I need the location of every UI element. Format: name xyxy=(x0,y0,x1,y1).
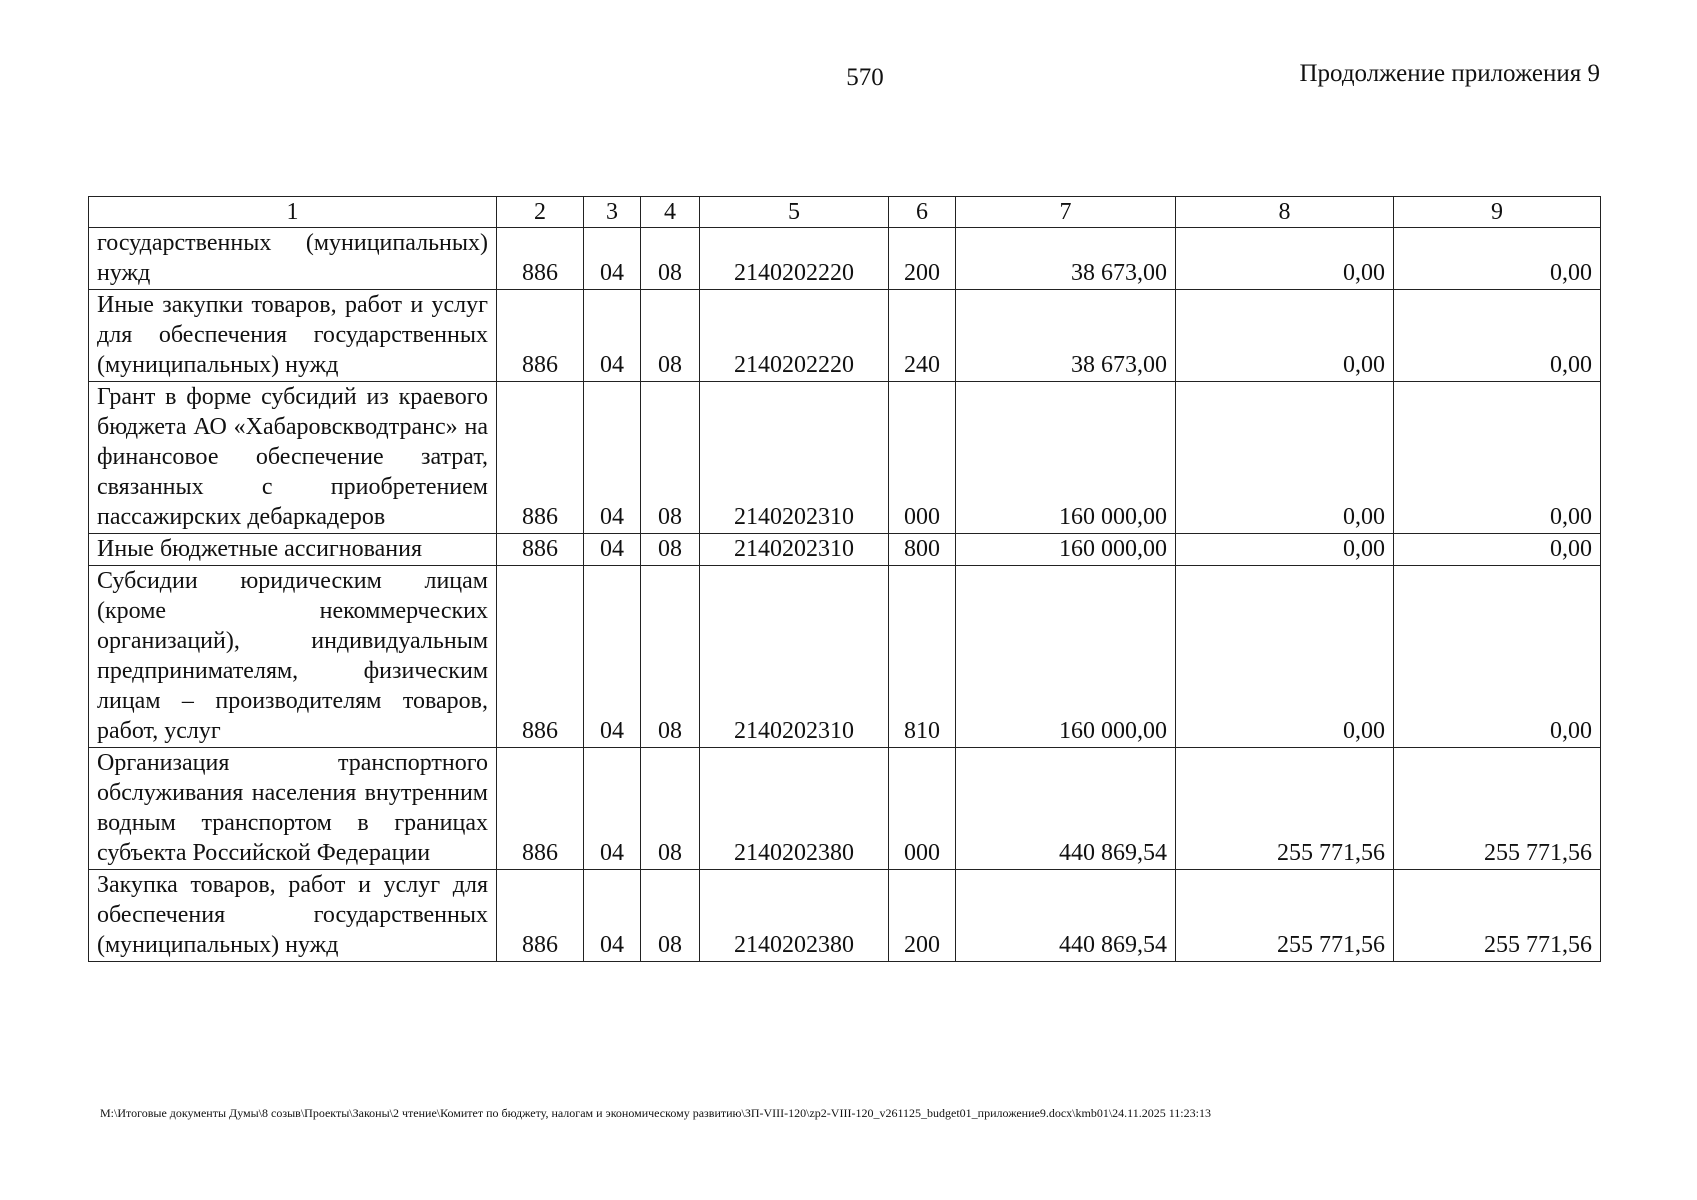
cell-subsection: 08 xyxy=(641,870,700,962)
column-header: 5 xyxy=(700,197,889,228)
table-row xyxy=(89,870,1601,962)
cell-amount-3: 0,00 xyxy=(1394,382,1601,534)
file-path-footer: M:\Итоговые документы Думы\8 созыв\Проекты\Законы\2 чтение\Комитет по бюджету, налогам и экономическому развитию\ЗП-VIII-120\zp2-VIII-120_v261125_budget01_приложение9.docx\kmb01\24.11.2025 11:23:13 xyxy=(100,1106,1211,1120)
cell-subsection: 08 xyxy=(641,290,700,382)
cell-amount-1: 160 000,00 xyxy=(956,534,1176,566)
column-header: 9 xyxy=(1394,197,1601,228)
cell-amount-2: 0,00 xyxy=(1176,228,1394,290)
cell-amount-2: 0,00 xyxy=(1176,534,1394,566)
page-number: 570 xyxy=(846,64,884,91)
cell-target-article: 2140202310 xyxy=(700,534,889,566)
cell-target-article: 2140202220 xyxy=(700,228,889,290)
row-name: Иные закупки товаров, работ и услуг для обеспечения государственных (муниципальных) нужд xyxy=(89,290,497,382)
cell-amount-1: 440 869,54 xyxy=(956,870,1176,962)
row-name: Иные бюджетные ассигнования xyxy=(89,534,497,566)
row-name: Организация транспортного обслуживания населения внутренним водным транспортом в границах субъекта Российской Федерации xyxy=(89,748,497,870)
budget-table xyxy=(88,196,1601,962)
cell-section: 04 xyxy=(584,748,641,870)
cell-amount-3: 0,00 xyxy=(1394,290,1601,382)
cell-subsection: 08 xyxy=(641,534,700,566)
cell-amount-3: 0,00 xyxy=(1394,228,1601,290)
cell-target-article: 2140202380 xyxy=(700,870,889,962)
cell-grbs: 886 xyxy=(497,534,584,566)
cell-amount-3: 255 771,56 xyxy=(1394,748,1601,870)
column-header: 2 xyxy=(497,197,584,228)
cell-grbs: 886 xyxy=(497,290,584,382)
column-header: 6 xyxy=(889,197,956,228)
cell-amount-1: 440 869,54 xyxy=(956,748,1176,870)
column-header-row xyxy=(89,197,1601,228)
cell-grbs: 886 xyxy=(497,748,584,870)
cell-amount-3: 0,00 xyxy=(1394,534,1601,566)
row-name: Закупка товаров, работ и услуг для обеспечения государственных (муниципальных) нужд xyxy=(89,870,497,962)
cell-amount-1: 38 673,00 xyxy=(956,228,1176,290)
cell-expense-type: 000 xyxy=(889,382,956,534)
column-header: 3 xyxy=(584,197,641,228)
cell-amount-2: 255 771,56 xyxy=(1176,870,1394,962)
cell-expense-type: 800 xyxy=(889,534,956,566)
cell-expense-type: 200 xyxy=(889,228,956,290)
cell-amount-1: 160 000,00 xyxy=(956,382,1176,534)
cell-section: 04 xyxy=(584,228,641,290)
column-header: 1 xyxy=(89,197,497,228)
cell-subsection: 08 xyxy=(641,382,700,534)
cell-subsection: 08 xyxy=(641,566,700,748)
cell-target-article: 2140202220 xyxy=(700,290,889,382)
cell-subsection: 08 xyxy=(641,228,700,290)
cell-amount-3: 255 771,56 xyxy=(1394,870,1601,962)
cell-amount-2: 0,00 xyxy=(1176,382,1394,534)
cell-expense-type: 240 xyxy=(889,290,956,382)
row-name: государственных (муниципальных) нужд xyxy=(89,228,497,290)
table-row xyxy=(89,382,1601,534)
table-row xyxy=(89,228,1601,290)
table-row xyxy=(89,290,1601,382)
column-header: 4 xyxy=(641,197,700,228)
cell-amount-3: 0,00 xyxy=(1394,566,1601,748)
table-row xyxy=(89,748,1601,870)
appendix-title: Продолжение приложения 9 xyxy=(1299,60,1600,87)
cell-amount-2: 255 771,56 xyxy=(1176,748,1394,870)
cell-target-article: 2140202380 xyxy=(700,748,889,870)
column-header: 8 xyxy=(1176,197,1394,228)
cell-target-article: 2140202310 xyxy=(700,382,889,534)
cell-expense-type: 810 xyxy=(889,566,956,748)
cell-section: 04 xyxy=(584,382,641,534)
cell-grbs: 886 xyxy=(497,566,584,748)
table-row xyxy=(89,534,1601,566)
cell-expense-type: 000 xyxy=(889,748,956,870)
cell-section: 04 xyxy=(584,290,641,382)
column-header: 7 xyxy=(956,197,1176,228)
table-row xyxy=(89,566,1601,748)
cell-expense-type: 200 xyxy=(889,870,956,962)
cell-section: 04 xyxy=(584,534,641,566)
cell-amount-2: 0,00 xyxy=(1176,290,1394,382)
cell-subsection: 08 xyxy=(641,748,700,870)
row-name: Грант в форме субсидий из краевого бюджета АО «Хабаровскводтранс» на финансовое обеспечение затрат, связанных с приобретением пассажирских дебаркадеров xyxy=(89,382,497,534)
cell-section: 04 xyxy=(584,870,641,962)
row-name: Субсидии юридическим лицам (кроме некоммерческих организаций), индивидуальным предпринимателям, физическим лицам – производителям товаров, работ, услуг xyxy=(89,566,497,748)
cell-grbs: 886 xyxy=(497,228,584,290)
cell-target-article: 2140202310 xyxy=(700,566,889,748)
cell-amount-1: 38 673,00 xyxy=(956,290,1176,382)
cell-section: 04 xyxy=(584,566,641,748)
cell-grbs: 886 xyxy=(497,382,584,534)
cell-amount-1: 160 000,00 xyxy=(956,566,1176,748)
cell-amount-2: 0,00 xyxy=(1176,566,1394,748)
cell-grbs: 886 xyxy=(497,870,584,962)
